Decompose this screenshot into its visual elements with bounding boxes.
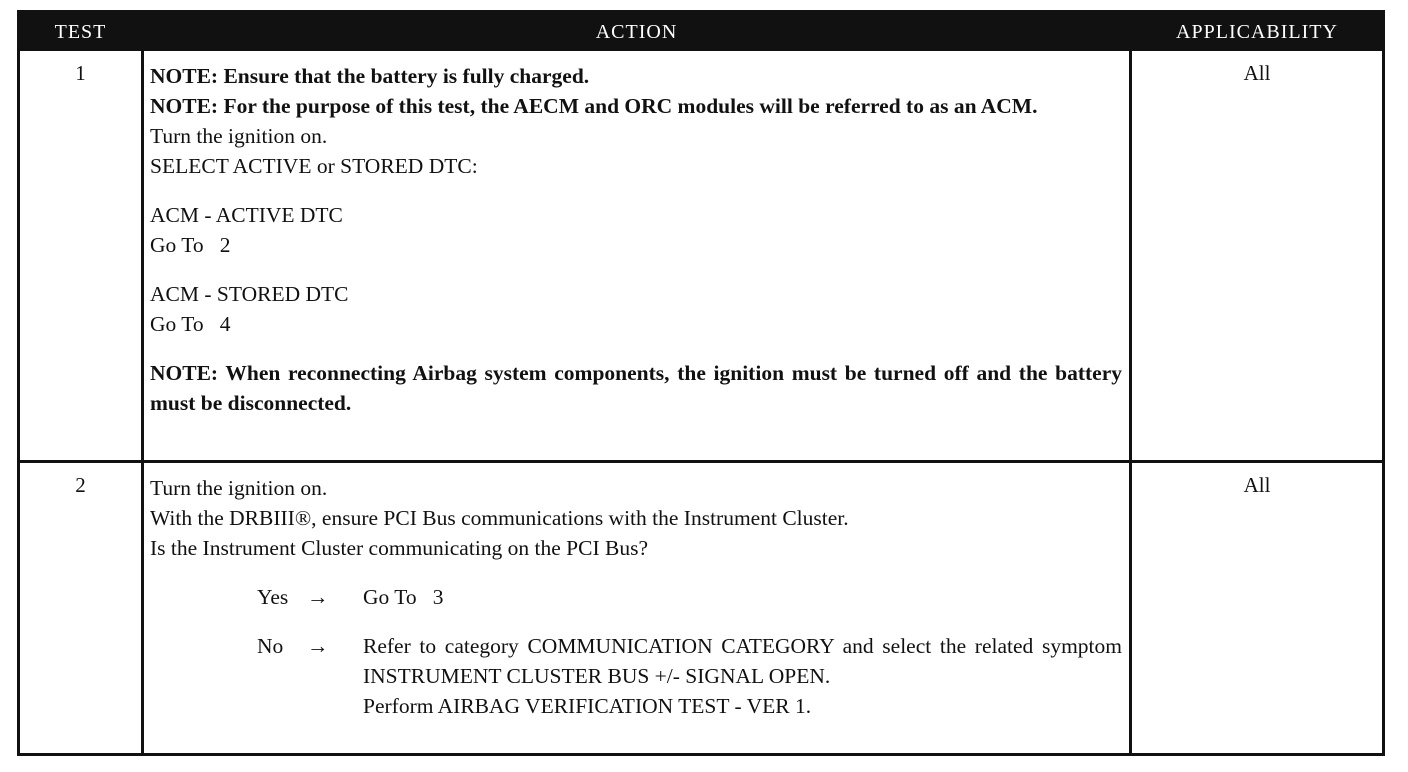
column-divider xyxy=(1129,51,1132,753)
goto-test-3: Go To 3 xyxy=(363,585,444,609)
arrow-right-icon: → xyxy=(307,634,329,658)
instruction-ignition: Turn the ignition on. xyxy=(150,476,328,500)
note-battery: NOTE: Ensure that the battery is fully charged. xyxy=(150,64,590,88)
instruction-pci-check: With the DRBIII®, ensure PCI Bus communications with the Instrument Cluster. xyxy=(150,506,849,530)
action-cell-2 xyxy=(150,473,1122,721)
instruction-ignition: Turn the ignition on. xyxy=(150,124,328,148)
header-action: ACTION xyxy=(595,21,678,43)
table-header xyxy=(20,13,1382,51)
diagnostic-test-table xyxy=(17,10,1385,756)
yes-label: Yes xyxy=(257,585,289,609)
header-applicability: APPLICABILITY xyxy=(1176,21,1338,43)
applicability-2: All xyxy=(1243,473,1271,497)
goto-test-2: Go To 2 xyxy=(150,233,231,257)
answer-yes xyxy=(257,582,1122,612)
column-divider xyxy=(141,51,144,753)
no-instruction: Refer to category COMMUNICATION CATEGORY and select the related symptom INSTRUMENT CLUSTER BUS +/- SIGNAL OPEN. xyxy=(363,634,1122,688)
action-cell-1 xyxy=(150,61,1122,418)
arrow-right-icon: → xyxy=(307,585,329,609)
verification-instruction: Perform AIRBAG VERIFICATION TEST - VER 1. xyxy=(363,694,812,718)
row-divider xyxy=(20,460,1382,463)
test-number-2: 2 xyxy=(75,473,86,497)
instruction-select: SELECT ACTIVE or STORED DTC: xyxy=(150,154,478,178)
goto-test-4: Go To 4 xyxy=(150,312,231,336)
note-acm: NOTE: For the purpose of this test, the AECM and ORC modules will be referred to as an ACM. xyxy=(150,94,1038,118)
option-stored-dtc: ACM - STORED DTC xyxy=(150,282,349,306)
option-active-dtc: ACM - ACTIVE DTC xyxy=(150,203,343,227)
answer-no xyxy=(257,631,1122,721)
no-label: No xyxy=(257,634,284,658)
applicability-1: All xyxy=(1243,61,1271,85)
question-pci: Is the Instrument Cluster communicating on the PCI Bus? xyxy=(150,536,649,560)
note-reconnecting: NOTE: When reconnecting Airbag system components, the ignition must be turned off and the battery must be disconnected. xyxy=(150,361,1122,415)
header-test: TEST xyxy=(54,21,107,43)
test-number-1: 1 xyxy=(75,61,86,85)
